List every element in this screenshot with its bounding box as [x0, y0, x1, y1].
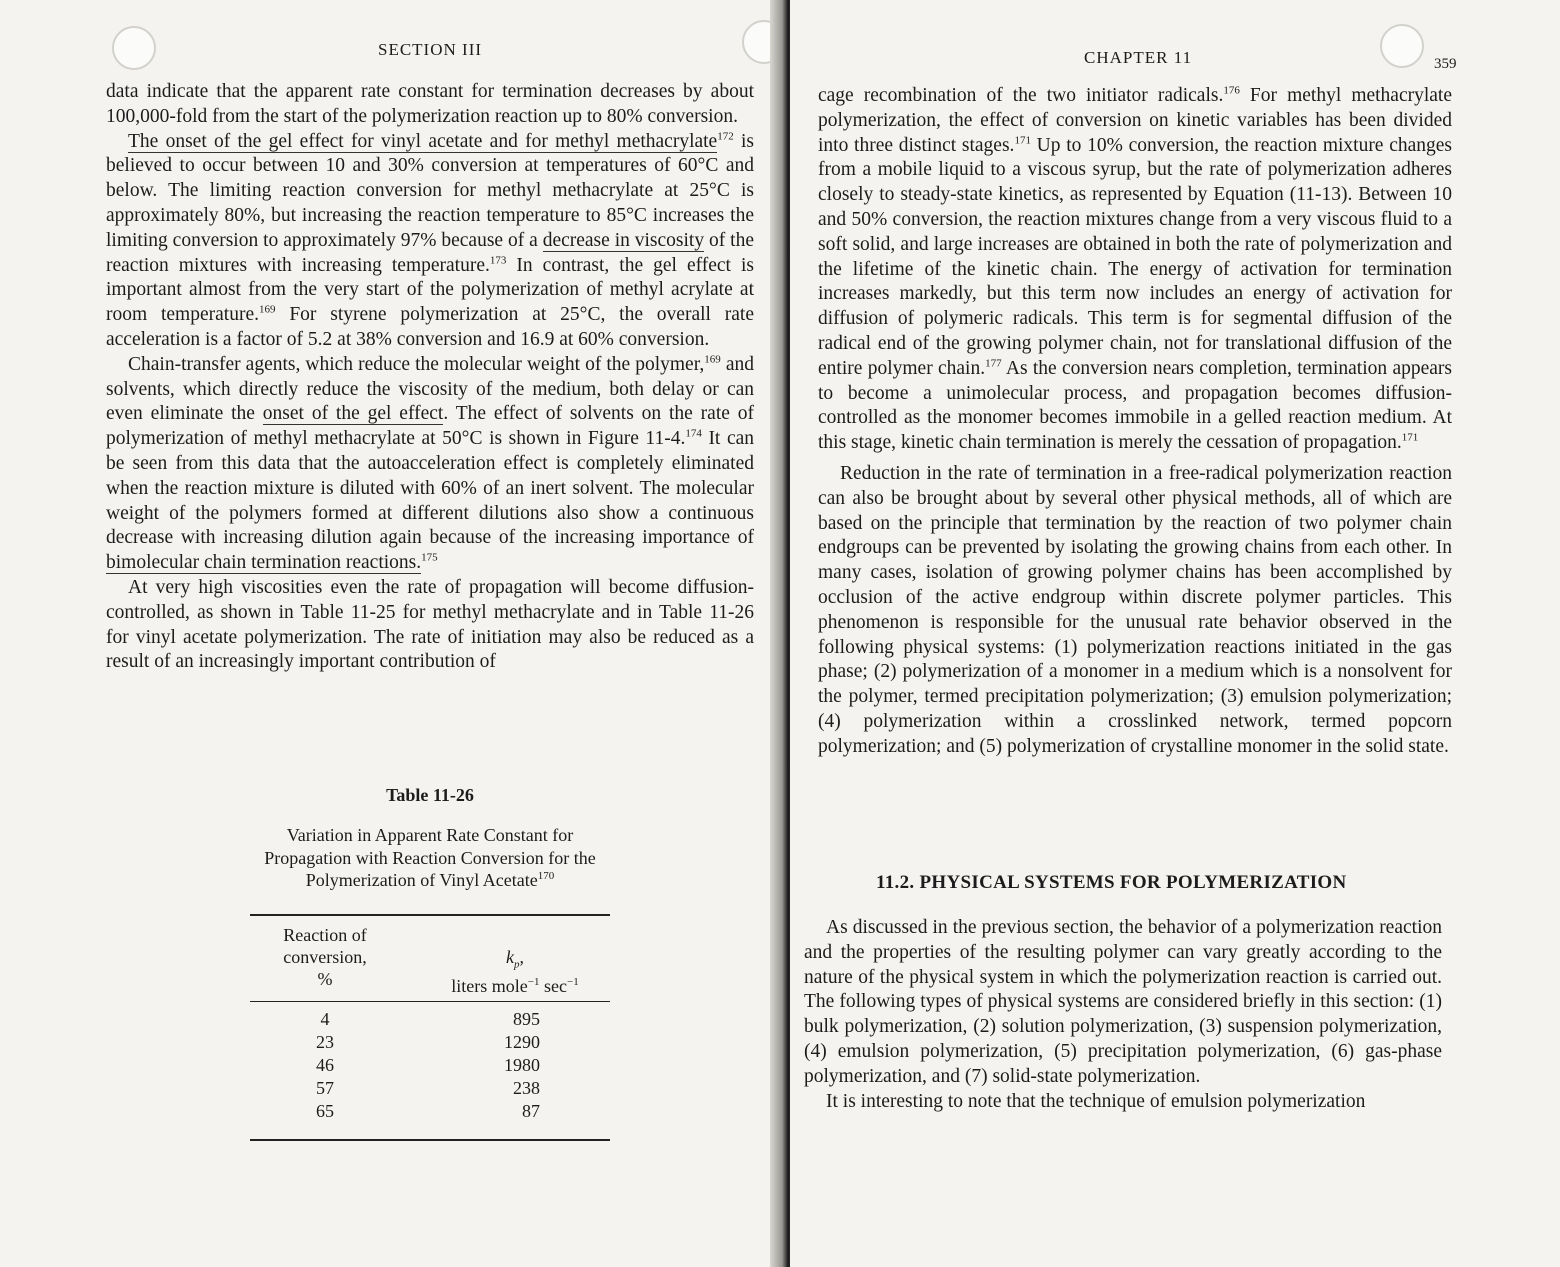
table-cell-kp: 895 — [513, 1009, 540, 1030]
footnote-ref: 169 — [704, 353, 721, 366]
table-bottom-rule — [250, 1139, 610, 1141]
text-run: As discussed in the previous section, the behavior of a polymerization reaction and the properties of the resulting polymer can vary greatly according to the nature of the physical system in which the polymerization reaction is carried out. The following types of physical systems are considered briefly in this section: (1) bulk polymerization, (2) solution polymerization, (3) suspension polymerization, (4) emulsion polymerization, (5) precipitation polymerization, (6) gas-phase polymerization, and (7) solid-state polymerization. — [804, 917, 1442, 1087]
footnote-ref: 177 — [985, 357, 1002, 370]
table-title: Table 11-26 — [386, 785, 474, 805]
table-cell-kp: 1980 — [504, 1055, 540, 1076]
punch-hole-right-top — [1380, 24, 1424, 68]
table-caption — [250, 824, 610, 892]
footnote-ref: 172 — [717, 130, 734, 143]
text-run: For methyl methacrylate polymerization, the effect of conversion on kinetic variables has been divided into three distinct stages. — [818, 85, 1453, 156]
text-run: . The effect of solvents on the rate of polymerization of methyl methacrylate at 50°C is shown in Figure 11-4. — [106, 403, 755, 450]
table-row — [250, 1100, 610, 1123]
paragraph — [106, 80, 754, 130]
punch-hole-left-top — [112, 26, 156, 70]
table-header-kp — [420, 924, 610, 998]
header-line: % — [317, 968, 333, 989]
footnote-ref: 169 — [258, 303, 276, 316]
running-head-right: CHAPTER 11 — [1084, 48, 1193, 67]
table-caption-text: Variation in Apparent Rate Constant for Propagation with Reaction Conversion for the Polymerization of Vinyl Acetate — [264, 825, 596, 890]
right-body-text-lower — [804, 916, 1442, 1114]
left-body-text — [106, 80, 754, 675]
text-run: is believed to occur between 10 and 30% conversion at temperatures of 60°C and below. The limiting reaction conversion for methyl methacrylate at 25°C is approximately 80%, but increasing the reaction temperature to 85°C increases the limiting conversion to approximately 97% because of a — [106, 130, 754, 251]
page-number: 359 — [1434, 56, 1457, 72]
footnote-ref: 171 — [1014, 134, 1031, 147]
table-header-row — [250, 916, 610, 1002]
text-run: Chain-transfer agents, which reduce the molecular weight of the polymer, — [128, 353, 705, 375]
text-run: For styrene polymerization at 25°C, the overall rate acceleration is a factor of 5.2 at 38% conversion and 16.9 at 60% conversion. — [106, 304, 754, 350]
text-run: It is interesting to note that the technique of emulsion polymerization — [826, 1090, 1366, 1112]
footnote-ref: 175 — [421, 551, 438, 564]
units-text: sec — [539, 976, 567, 997]
underlined-text: onset of the gel effect — [262, 403, 444, 425]
underlined-text: The onset of the gel effect for vinyl acetate and for methyl methacrylate — [128, 130, 718, 152]
footnote-ref: 176 — [1223, 84, 1240, 97]
footnote-ref: 173 — [489, 254, 507, 267]
text-run: of the reaction mixtures with increasing temperature. — [106, 229, 754, 276]
paragraph — [818, 84, 1452, 456]
paragraph — [804, 916, 1442, 1090]
table-row — [250, 1008, 610, 1031]
underlined-text: bimolecular chain termination reactions. — [106, 552, 422, 574]
text-run: In contrast, the gel effect is important almost from the very start of the polymerization of methyl acrylate at room temperature. — [106, 254, 754, 326]
paragraph — [106, 353, 754, 576]
units-text: liters mole — [451, 976, 528, 997]
running-head-left: SECTION III — [378, 40, 483, 59]
table-header-conversion — [250, 924, 400, 998]
table-11-26 — [250, 785, 610, 1141]
text-run: At very high viscosities even the rate of propagation will become diffusion-controlled, as shown in Table 11-25 for methyl methacrylate and in Table 11-26 for vinyl acetate polymerization. The rate of initiation may also be reduced as a result of an increasingly important contribution of — [106, 576, 754, 673]
table-row — [250, 1054, 610, 1077]
kp-symbol: k — [506, 946, 514, 967]
header-line: Reaction of — [283, 924, 367, 945]
table-cell-conversion: 23 — [316, 1032, 334, 1053]
table-cell-conversion: 65 — [316, 1101, 334, 1122]
table-cell-kp: 1290 — [504, 1032, 540, 1053]
text-run: cage recombination of the two initiator radicals. — [818, 85, 1224, 106]
header-line — [420, 975, 610, 997]
paragraph — [804, 1090, 1442, 1115]
table-cell-kp: 87 — [522, 1101, 540, 1122]
footnote-ref: 171 — [1401, 431, 1419, 444]
header-comma: , — [519, 946, 524, 967]
paragraph — [106, 130, 754, 353]
table-cell-conversion: 46 — [316, 1055, 334, 1076]
text-run: and solvents, which directly reduce the viscosity of the medium, both delay or can even eliminate the — [106, 353, 754, 425]
underlined-text: decrease in viscosity — [542, 229, 705, 251]
units-exponent: −1 — [566, 976, 579, 989]
footnote-ref: 174 — [685, 427, 702, 440]
table-cell-conversion: 57 — [316, 1078, 334, 1099]
kp-subscript: p — [514, 958, 520, 971]
section-heading: 11.2. PHYSICAL SYSTEMS FOR POLYMERIZATION — [876, 872, 1347, 893]
right-body-text — [818, 84, 1452, 760]
right-page — [790, 0, 1560, 1267]
header-line — [420, 946, 610, 976]
text-run: data indicate that the apparent rate constant for termination decreases by about 100,000-fold from the start of the polymerization reaction up to 80% conversion. — [106, 81, 754, 127]
header-line: conversion, — [283, 946, 367, 967]
table-cell-conversion: 4 — [320, 1009, 330, 1030]
units-exponent: −1 — [527, 976, 540, 989]
text-run: Up to 10% conversion, the reaction mixture changes from a mobile liquid to a viscous syrup, but the rate of polymerization adheres closely to steady-state kinetics, as represented by Equation (11-13). Between 10 and 50% conversion, the reaction mixtures change from a very viscous fluid to a soft solid, and large increases are obtained in both the rate of polymerization and the lifetime of the kinetic chain. The energy of activation for termination increases markedly, but this term now includes an energy of activation for diffusion of polymeric radicals. This term is for segmental diffusion of the radical end of the growing polymer chain, not for translational diffusion of the entire polymer chain. — [818, 134, 1452, 379]
table-row — [250, 1077, 610, 1100]
paragraph — [818, 462, 1452, 760]
footnote-ref: 170 — [537, 870, 555, 882]
text-run: As the conversion nears completion, termination appears to become a unimolecular process, and propagation becomes diffusion-controlled as the monomer becomes immobile in a gelled reaction medium. At this stage, kinetic chain termination is merely the cessation of propagation. — [818, 357, 1452, 454]
text-run: It can be seen from this data that the autoacceleration effect is completely eliminated when the reaction mixture is diluted with 60% of an inert solvent. The molecular weight of the polymers formed at different dilutions also show a continuous decrease with increasing dilution again because of the increasing importance of — [106, 428, 755, 549]
table-row — [250, 1031, 610, 1054]
text-run: Reduction in the rate of termination in a free-radical polymerization reaction can also be brought about by several other physical methods, all of which are based on the principle that termination by the reaction of two polymer chain endgroups can be prevented by isolating the growing chains from each other. In many cases, isolation of growing polymer chains has been accomplished by occlusion of the active endgroup within discrete polymer particles. This phenomenon is responsible for the unusual rate behavior observed in the following physical systems: (1) polymerization reactions initiated in the gas phase; (2) polymerization of a monomer in a medium which is a nonsolvent for the polymer, termed precipitation polymerization; (3) emulsion polymerization; (4) polymerization within a crosslinked network, termed popcorn polymerization; and (5) polymerization of crystalline monomer in the solid state. — [818, 462, 1452, 757]
table-cell-kp: 238 — [513, 1078, 540, 1099]
paragraph — [106, 576, 754, 675]
